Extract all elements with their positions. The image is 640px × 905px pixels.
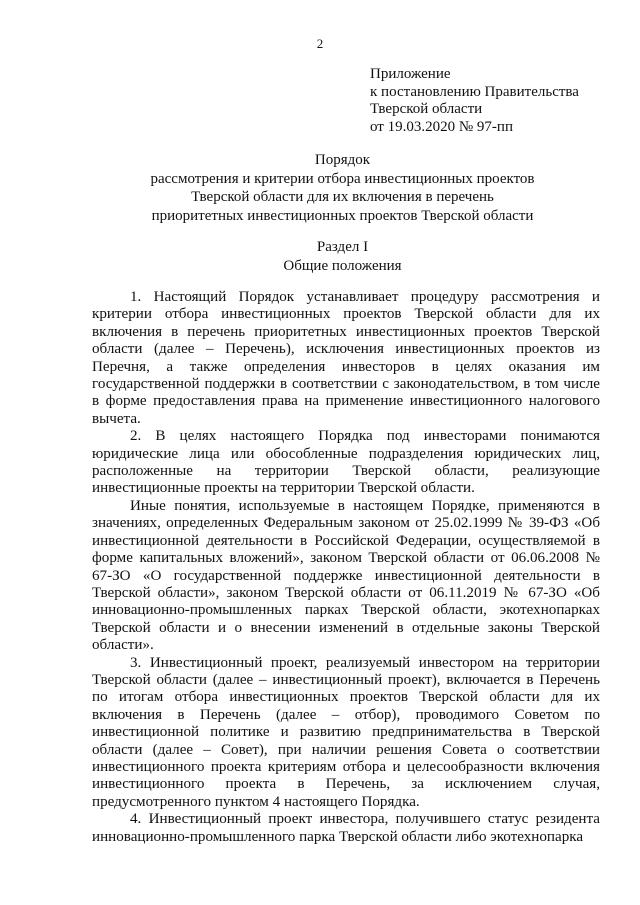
title-line: Порядок	[314, 152, 371, 168]
section-number: Раздел I	[316, 239, 369, 255]
paragraph-2: 2. В целях настоящего Порядка под инвесторами понимаются юридические лица или обособленные подразделения юридических лиц, расположенные на территории Тверской области, реализующие инвестиционные проекты на территории Тверской области.	[92, 428, 600, 497]
appendix-line: Приложение	[370, 66, 451, 82]
paragraph-4: 4. Инвестиционный проект инвестора, получившего статус резидента инновационно-промышленного парка Тверской области либо экотехнопарка	[92, 811, 600, 845]
appendix-date: от 19.03.2020 № 97-пп	[370, 118, 513, 135]
paragraph-2-continued: Иные понятия, используемые в настоящем Порядке, применяются в значениях, определенных Федеральным законом от 25.02.1999 № 39-ФЗ «Об инвестиционной деятельности в Российской Федерации, осуществляемой в форме капитальных вложений», законом Тверской области от 06.06.2008 № 67-ЗО «О государственной поддержке инвестиционной деятельности в Тверской области», законом Тверской области от 06.11.2019 № 67-ЗО «Об инновационно-промышленных парках Тверской области, экотехнопарках Тверской области и о внесении изменений в отдельные законы Тверской области».	[92, 497, 600, 654]
document-title	[60, 151, 625, 225]
paragraph-1: 1. Настоящий Порядок устанавливает процедуру рассмотрения и критерии отбора инвестиционных проектов Тверской области для их включения в перечень приоритетных инвестиционных проектов Тверской области (далее – Перечень), исключения инвестиционных проектов из Перечня, а также определения инвесторов в целях оказания им государственной поддержки в соответствии с законодательством, в том числе в форме предоставления права на применение инвестиционного налогового вычета.	[92, 289, 600, 427]
paragraph-3: 3. Инвестиционный проект, реализуемый инвестором на территории Тверской области (далее – инвестиционный проект), включается в Перечень по итогам отбора инвестиционных проектов Тверской области для их включения в Перечень (далее – отбор), проводимого Советом по инвестиционной политике и развитию предпринимательства в Тверской области (далее – Совет), при наличии решения Совета о соответствии инвестиционного проекта критериям отбора и целесообразности включения инвестиционного проекта в Перечень, за исключением случая, предусмотренного пунктом 4 настоящего Порядка.	[92, 654, 600, 810]
section-heading	[60, 238, 625, 275]
appendix-header	[370, 66, 620, 136]
appendix-line: к постановлению Правительства	[370, 83, 579, 100]
title-line: приоритетных инвестиционных проектов Тверской области	[151, 207, 534, 224]
title-line: Тверской области для их включения в перечень	[191, 189, 494, 205]
title-line: рассмотрения и критерии отбора инвестиционных проектов	[150, 170, 535, 187]
page-number: 2	[316, 36, 324, 51]
document-body	[92, 289, 600, 846]
appendix-line: Тверской области	[370, 101, 483, 117]
section-name: Общие положения	[283, 257, 402, 274]
